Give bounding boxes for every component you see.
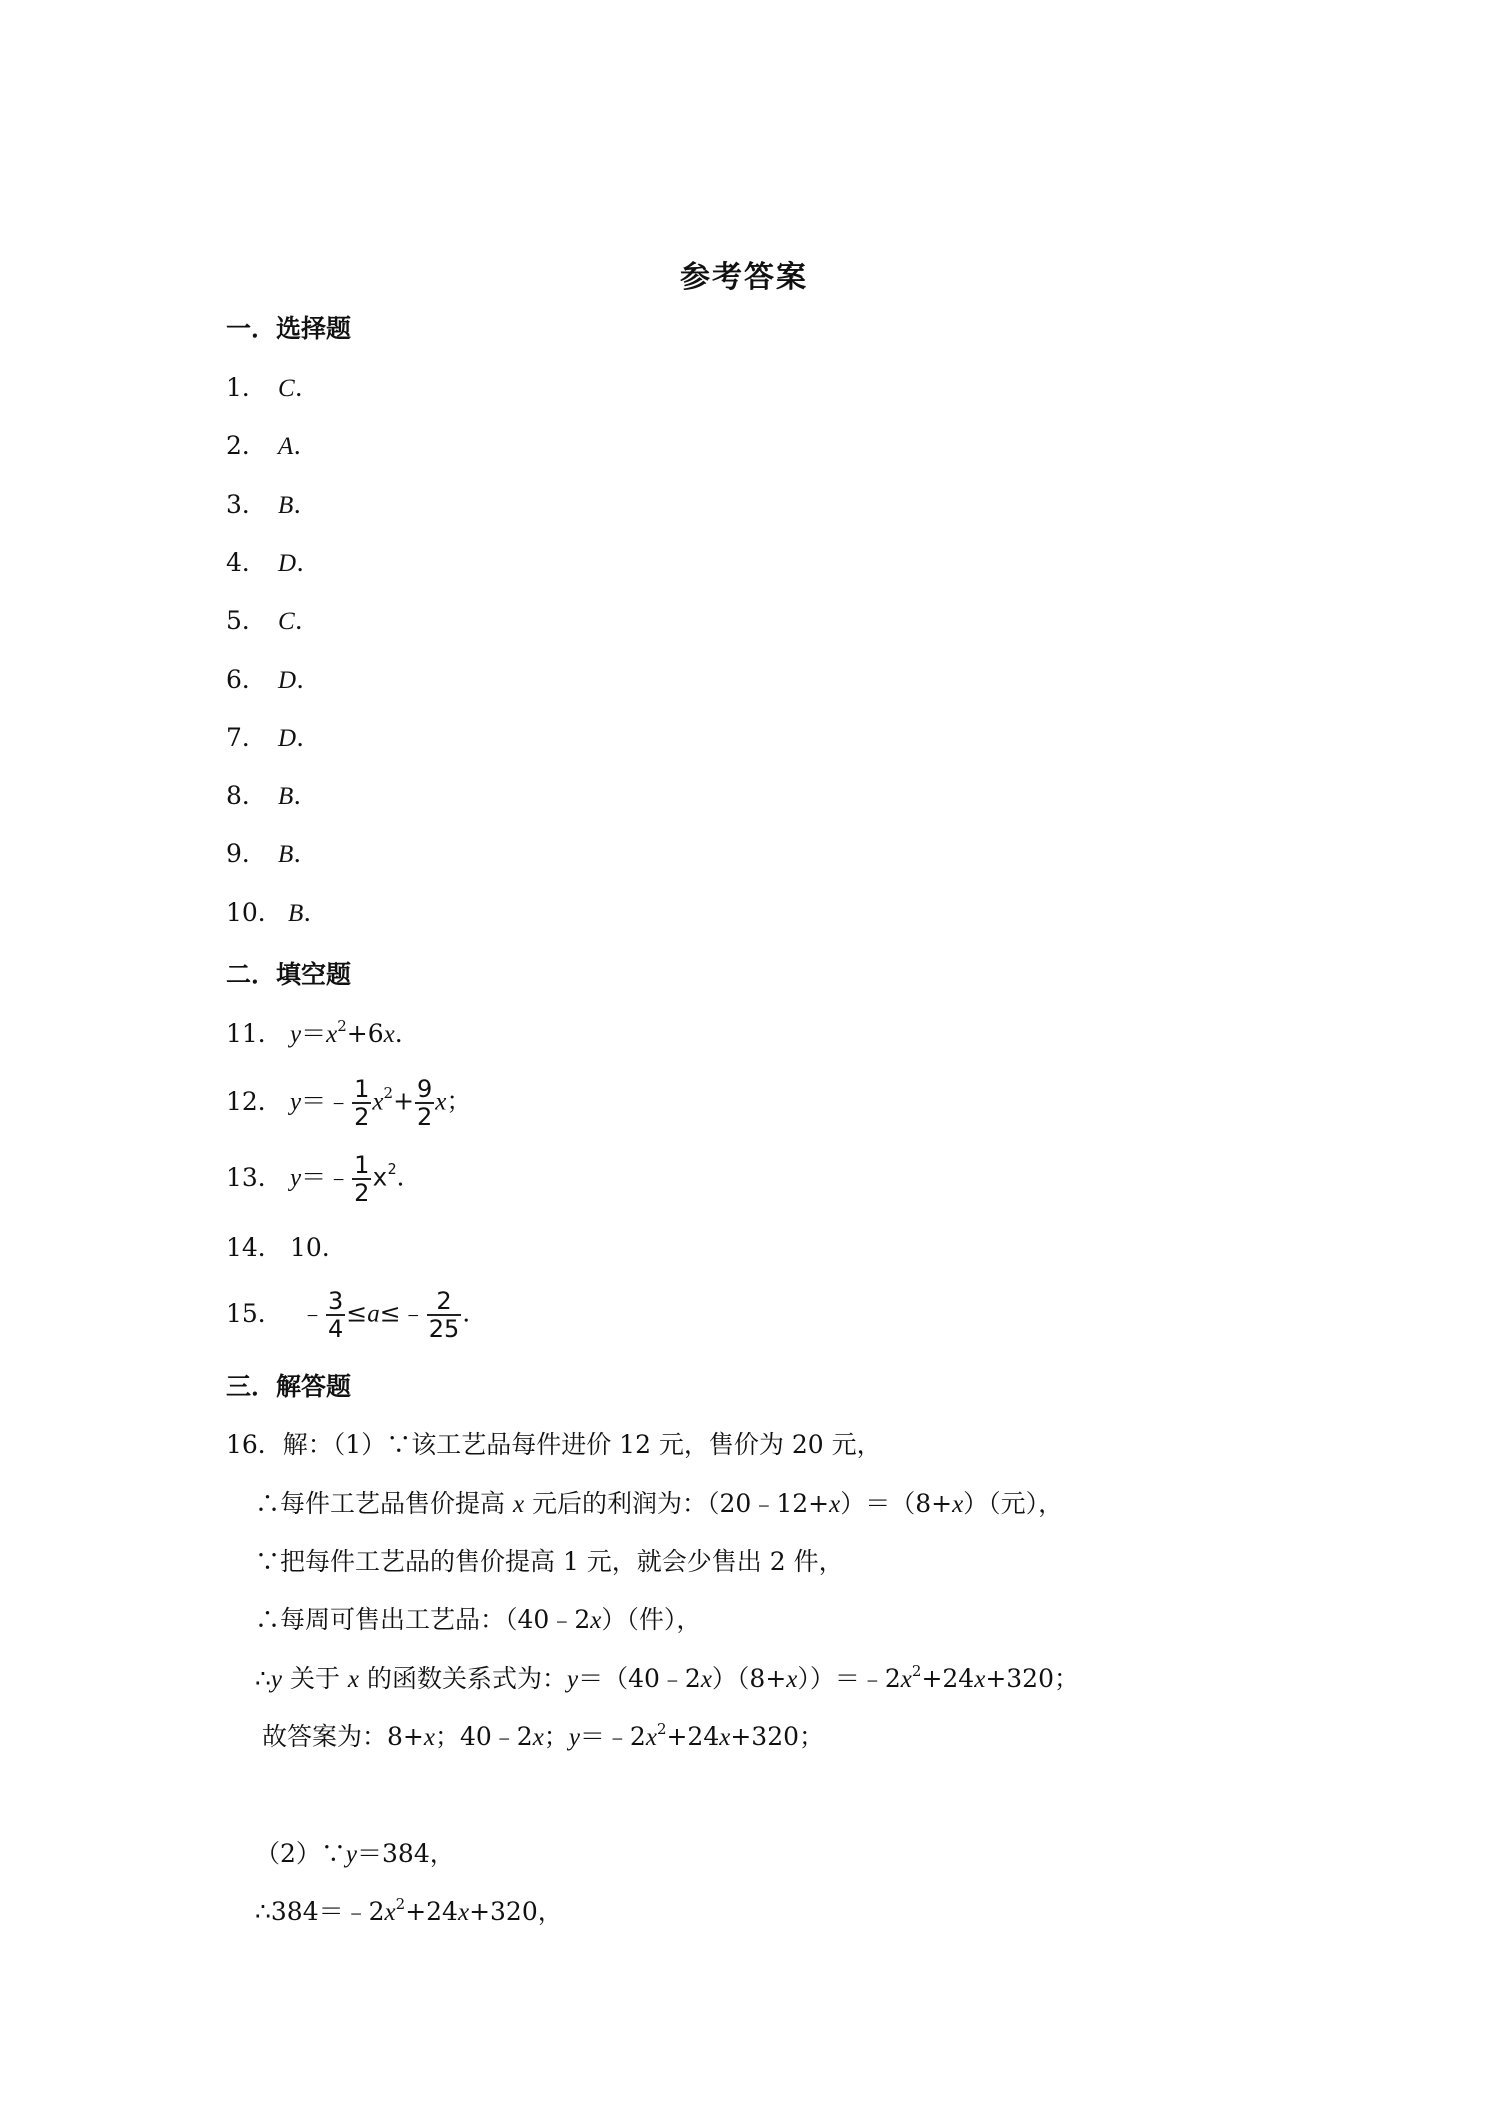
section-heading-solution: 三．解答题 [226,1372,352,1401]
item-number: 9． [226,839,267,869]
solution-line-2: ∴每件工艺品售价提高 x 元后的利润为：（20﹣12+x）＝（8+x）（元）， [255,1489,1064,1518]
choice-answer-item [226,897,311,930]
fraction: $\frac{9}{2}$ [417,1075,433,1131]
choice-letter: B [278,841,294,869]
choice-letter: C [278,375,295,402]
fraction: $\frac{3}{4}$ [328,1287,344,1343]
solution-line-7: （2）∵y＝384， [255,1839,455,1868]
fill-answer-11: 11． $y=x^2+6x$. [226,1016,403,1048]
period: . [303,897,312,927]
period: . [293,489,302,519]
period: . [296,664,305,694]
choice-letter: C [278,608,295,636]
fill-answer-12: 12． y＝﹣ $\frac{1}{2}$ $x^2+$ $\frac{9}{2}$ x； [226,1075,472,1131]
period: . [294,373,303,402]
choice-answer-item [226,838,301,871]
solution-line-1: 16．解：（1）∵该工艺品每件进价 12 元，售价为 20 元， [226,1430,882,1459]
page-title: 参考答案 [680,260,808,295]
solution-line-3: ∵把每件工艺品的售价提高 1 元，就会少售出 2 件， [255,1547,844,1576]
solution-line-4: ∴每周可售出工艺品：（40﹣2x）（件）， [255,1605,702,1634]
choice-answer-item [226,605,303,638]
item-number: 4． [226,547,267,577]
choice-answer-item [226,372,303,405]
solution-line-8: $\therefore 384=﹣2x^2+24x+320$， [255,1894,563,1926]
choice-letter: B [288,899,304,927]
period: . [296,722,305,752]
solution-line-5: ∴y 关于 x 的函数关系式为：$y=(40﹣2x)(8+x))=﹣2x^2+24x+320$； [255,1661,1079,1693]
choice-answer-item [226,547,304,580]
choice-answer-item [226,780,301,813]
choice-answer-item [226,664,304,697]
fraction: $\frac{2}{25}$ [428,1287,460,1343]
item-number: 11． [226,1019,283,1048]
item-number: 5． [226,606,267,636]
item-number: 15． [226,1298,283,1328]
choice-letter: B [278,491,294,519]
item-number: 3． [226,489,267,519]
item-number: 7． [226,722,267,752]
period: . [294,606,303,636]
item-number: 13． [226,1162,283,1192]
fill-answer-15: 15． ﹣ $\frac{3}{4}$ ≤a≤﹣ $\frac{2}{25}$ . [226,1287,471,1343]
item-number: 10． [226,897,283,927]
item-number: 8． [226,781,267,811]
item-number: 14． [226,1233,283,1262]
item-number: 2． [226,431,267,461]
section-heading-choice: 一．选择题 [226,314,352,343]
item-number: 6． [226,664,267,694]
fraction: $\frac{1}{2}$ [354,1151,370,1207]
choice-letter: D [278,549,297,577]
choice-answer-item [226,430,301,463]
period: . [293,431,302,461]
choice-answer-item [226,722,304,755]
item-number: 1． [226,373,267,402]
item-number: 12． [226,1086,283,1116]
solution-line-6: 故答案为：8+x；40﹣2x；$y=﹣2x^2+24x+320$； [262,1719,825,1751]
period: . [293,839,302,869]
choice-letter: B [278,783,294,811]
fill-answer-14: 14． 10. [226,1233,330,1262]
choice-letter: D [278,666,297,694]
section-heading-fill: 二．填空题 [226,960,352,989]
fraction: $\frac{1}{2}$ [354,1075,370,1131]
period: . [296,547,305,577]
fill-answer-13: 13． y＝﹣ $\frac{1}{2}$ $x^2$. [226,1151,405,1207]
choice-answer-item [226,489,301,522]
choice-letter: D [278,724,297,752]
choice-letter: A [278,433,294,461]
var-y: y [290,1021,302,1048]
period: . [293,781,302,811]
